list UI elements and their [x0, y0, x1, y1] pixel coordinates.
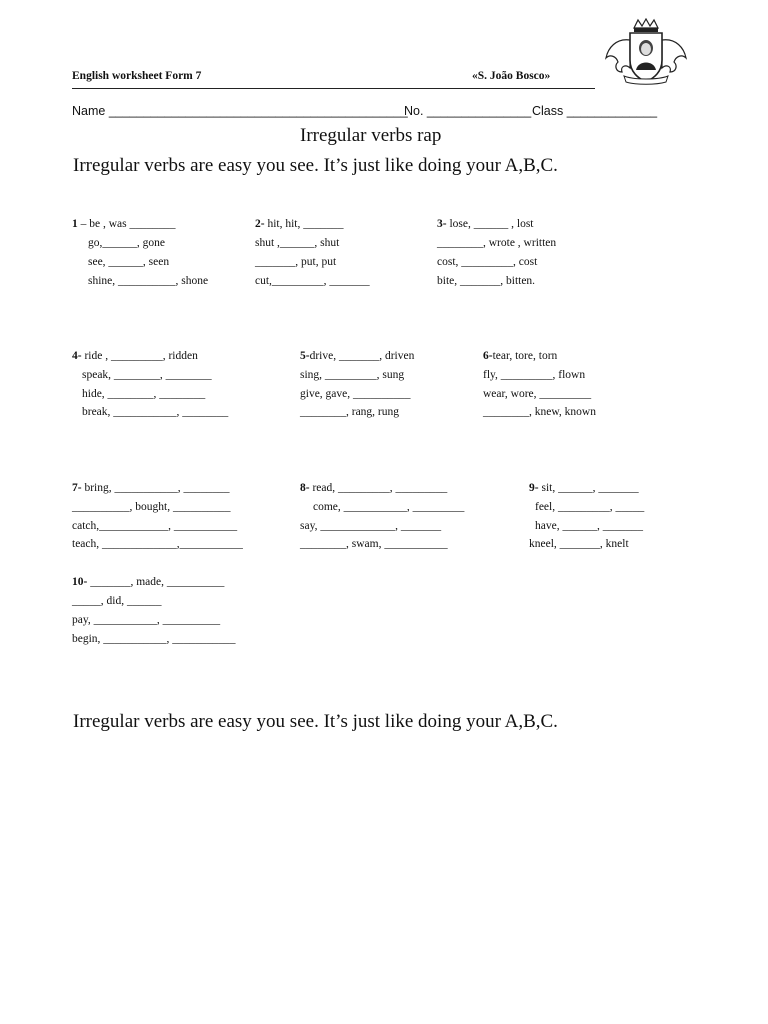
- exercise-3-line-3[interactable]: cost, _________, cost: [437, 256, 538, 268]
- exercise-2-line-4[interactable]: cut,_________, _______: [255, 275, 370, 287]
- exercise-7-line-2[interactable]: __________, bought, __________: [72, 501, 231, 513]
- header-divider: [72, 88, 595, 89]
- exercise-9-line-4[interactable]: kneel, _______, knelt: [529, 538, 629, 550]
- exercise-2-line-1: 2- hit, hit, _______: [255, 218, 344, 230]
- exercise-5-line-2[interactable]: sing, _________, sung: [300, 369, 405, 381]
- exercise-4-line-1: 4- ride , _________, ridden: [72, 350, 198, 362]
- exercise-5-line-4[interactable]: ________, rang, rung: [300, 406, 400, 418]
- chorus-bottom: Irregular verbs are easy you see. It’s just like doing your A,B,C.: [73, 711, 558, 732]
- exercise-10-line-3[interactable]: pay, ___________, __________: [72, 614, 221, 626]
- exercise-10-line-1: 10- _______, made, __________: [72, 576, 225, 588]
- exercise-1-line-4[interactable]: shine, __________, shone: [88, 275, 209, 287]
- exercise-1-line-2[interactable]: go,______, gone: [88, 237, 165, 249]
- exercise-1-line-1: 1 – be , was ________: [72, 218, 176, 230]
- exercise-4-line-4[interactable]: break, ___________, ________: [82, 406, 229, 418]
- exercise-7-line-1: 7- bring, ___________, ________: [72, 482, 230, 494]
- chorus-top: Irregular verbs are easy you see. It’s just like doing your A,B,C.: [73, 155, 558, 176]
- exercise-9-line-3[interactable]: have, ______, _______: [535, 520, 643, 532]
- exercise-8-line-4[interactable]: ________, swam, ___________: [300, 538, 448, 550]
- exercise-6-line-3[interactable]: wear, wore, _________: [483, 388, 592, 400]
- exercise-8-line-1: 8- read, _________, _________: [300, 482, 448, 494]
- exercise-2-line-2[interactable]: shut ,______, shut: [255, 237, 340, 249]
- exercise-6-line-1: 6-tear, tore, torn: [483, 350, 558, 362]
- name-field[interactable]: Name ___________________________________________: [72, 104, 408, 118]
- exercise-7-line-3[interactable]: catch,____________, ___________: [72, 520, 238, 532]
- exercise-5-line-1: 5-drive, _______, driven: [300, 350, 415, 362]
- exercise-4-line-2[interactable]: speak, ________, ________: [82, 369, 212, 381]
- worksheet-header-right: «S. João Bosco»: [472, 70, 551, 82]
- exercise-9-line-2[interactable]: feel, _________, _____: [535, 501, 645, 513]
- exercise-3-line-1: 3- lose, ______ , lost: [437, 218, 534, 230]
- number-field[interactable]: No. _______________: [404, 104, 532, 118]
- exercise-3-line-2[interactable]: ________, wrote , written: [437, 237, 557, 249]
- exercise-6-line-2[interactable]: fly, _________, flown: [483, 369, 586, 381]
- exercise-4-line-3[interactable]: hide, ________, ________: [82, 388, 206, 400]
- exercise-3-line-4[interactable]: bite, _______, bitten.: [437, 275, 536, 287]
- exercise-10-line-4[interactable]: begin, ___________, ___________: [72, 633, 236, 645]
- exercise-8-line-2[interactable]: come, ___________, _________: [313, 501, 465, 513]
- worksheet-header-left: English worksheet Form 7: [72, 70, 202, 82]
- exercise-2-line-3[interactable]: _______, put, put: [255, 256, 337, 268]
- exercise-7-line-4[interactable]: teach, _____________,___________: [72, 538, 243, 550]
- school-crest-logo: [604, 18, 688, 86]
- exercise-1-line-3[interactable]: see, ______, seen: [88, 256, 170, 268]
- exercise-10-line-2[interactable]: _____, did, ______: [72, 595, 162, 607]
- exercise-8-line-3[interactable]: say, _____________, _______: [300, 520, 442, 532]
- exercise-6-line-4[interactable]: ________, knew, known: [483, 406, 596, 418]
- worksheet-title: Irregular verbs rap: [300, 125, 442, 146]
- exercise-9-line-1: 9- sit, ______, _______: [529, 482, 639, 494]
- exercise-5-line-3[interactable]: give, gave, __________: [300, 388, 411, 400]
- class-field[interactable]: Class _____________: [532, 104, 658, 118]
